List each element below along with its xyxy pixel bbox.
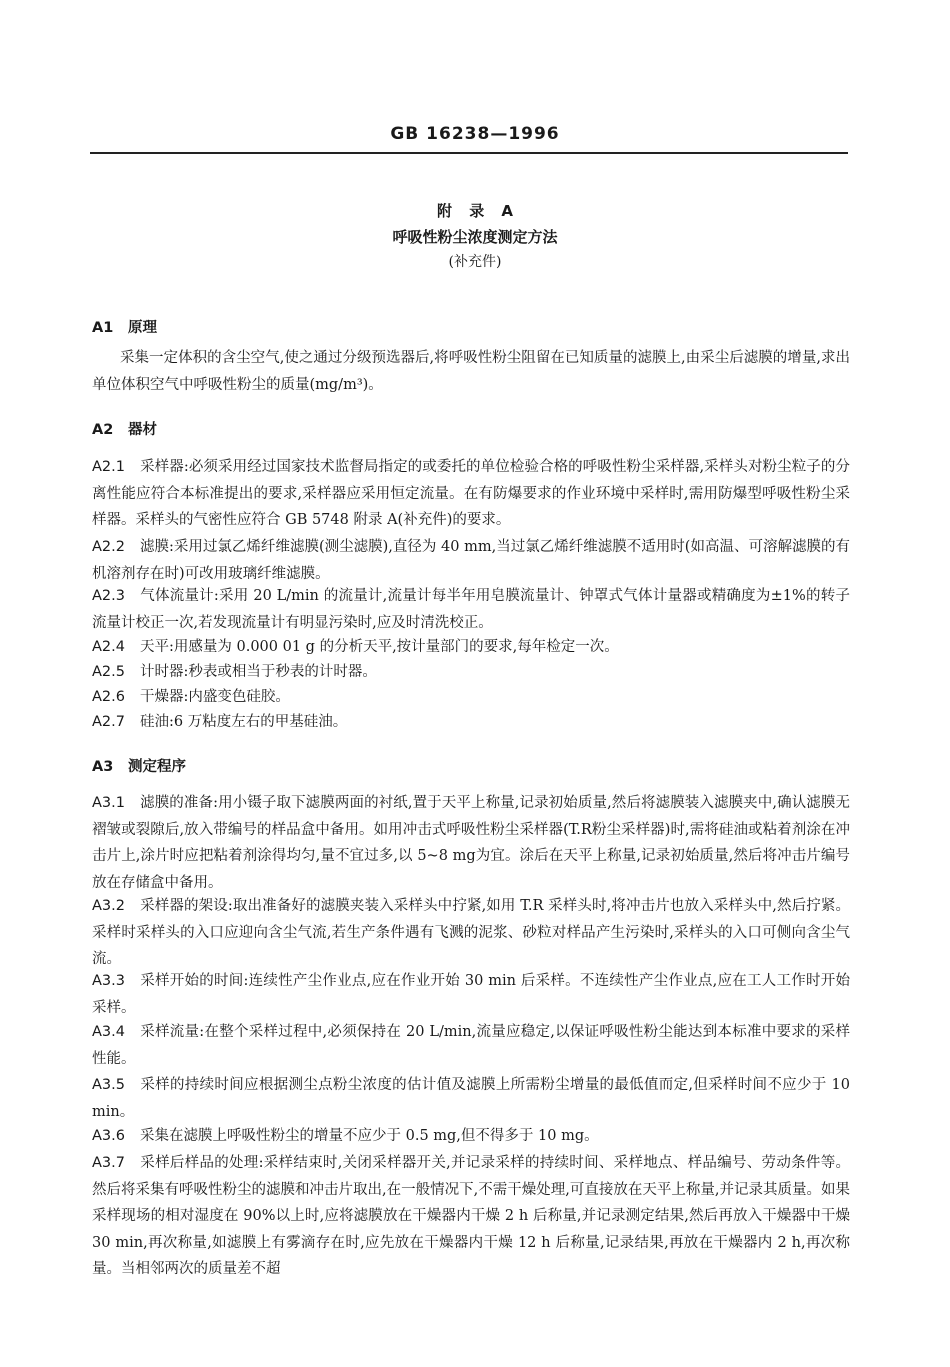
clause-number: A3.2 [92, 898, 125, 914]
clause-text: 采样开始的时间:连续性产尘作业点,应在作业开始 30 min 后采样。不连续性产尘作业点,应在工人工作时开始采样。 [92, 973, 850, 1016]
clause-a2-1 [92, 454, 850, 534]
appendix-subtitle: (补充件) [448, 254, 502, 270]
clause-number: A3.1 [92, 795, 125, 811]
clause-text: 计时器:秒表或相当于秒表的计时器。 [140, 664, 377, 680]
clause-text: 采样流量:在整个采样过程中,必须保持在 20 L/min,流量应稳定,以保证呼吸性粉尘能达到本标准中要求的采样性能。 [92, 1024, 850, 1067]
clause-a2-6 [92, 684, 850, 711]
clause-number: A2.7 [92, 714, 125, 730]
clause-text: 滤膜的准备:用小镊子取下滤膜两面的衬纸,置于天平上称量,记录初始质量,然后将滤膜装入滤膜夹中,确认滤膜无褶皱或裂隙后,放入带编号的样品盒中备用。如用冲击式呼吸性粉尘采样器(T.R粉尘采样器)时,需将硅油或粘着剂涂在冲击片上,涂片时应把粘着剂涂得均匀,量不宜过多,以 5~8 mg为宜。涂后在天平上称量,记录初始质量,然后将冲击片编号放在存储盒中备用。 [92, 795, 850, 891]
clause-text: 采集在滤膜上呼吸性粉尘的增量不应少于 0.5 mg,但不得多于 10 mg。 [140, 1128, 599, 1144]
clause-a3-7 [92, 1150, 850, 1283]
clause-a3-5 [92, 1072, 850, 1125]
clause-a3-4 [92, 1019, 850, 1072]
paragraph-a1: 采集一定体积的含尘空气,使之通过分级预选器后,将呼吸性粉尘阻留在已知质量的滤膜上,由采尘后滤膜的增量,求出单位体积空气中呼吸性粉尘的质量(mg/m³)。 [92, 350, 850, 393]
clause-number: A2.4 [92, 639, 125, 655]
clause-a2-4 [92, 634, 850, 661]
clause-number: A2.5 [92, 664, 125, 680]
clause-text: 硅油:6 万粘度左右的甲基硅油。 [140, 714, 348, 730]
section-heading-a3 [92, 755, 186, 776]
clause-number: A3.7 [92, 1155, 125, 1171]
clause-number: A3.4 [92, 1024, 125, 1040]
section-number: A2 [92, 422, 114, 438]
clause-text: 天平:用感量为 0.000 01 g 的分析天平,按计量部门的要求,每年检定一次。 [140, 639, 619, 655]
section-heading-a1 [92, 316, 157, 337]
clause-a2-7 [92, 709, 850, 736]
clause-number: A2.6 [92, 689, 125, 705]
clause-a2-2 [92, 534, 850, 587]
appendix-label: 附 录 A [436, 202, 514, 220]
clause-a3-1 [92, 790, 850, 896]
section-number: A3 [92, 759, 114, 775]
clause-a3-3 [92, 968, 850, 1021]
clause-text: 采样的持续时间应根据测尘点粉尘浓度的估计值及滤膜上所需粉尘增量的最低值而定,但采样时间不应少于 10 min。 [92, 1077, 850, 1120]
clause-number: A3.3 [92, 973, 125, 989]
header-rule [90, 152, 848, 154]
clause-a3-2 [92, 893, 850, 973]
clause-number: A2.1 [92, 459, 125, 475]
clause-a3-6 [92, 1123, 850, 1150]
clause-number: A3.5 [92, 1077, 125, 1093]
clause-number: A2.3 [92, 588, 125, 604]
standard-number: GB 16238—1996 [390, 124, 560, 144]
clause-number: A3.6 [92, 1128, 125, 1144]
section-title: 测定程序 [128, 759, 186, 775]
clause-number: A2.2 [92, 539, 125, 555]
clause-text: 滤膜:采用过氯乙烯纤维滤膜(测尘滤膜),直径为 40 mm,当过氯乙烯纤维滤膜不适用时(如高温、可溶解滤膜的有机溶剂存在时)可改用玻璃纤维滤膜。 [92, 539, 850, 582]
clause-text: 干燥器:内盛变色硅胶。 [140, 689, 290, 705]
clause-a2-5 [92, 659, 850, 686]
section-title: 器材 [128, 422, 157, 438]
section-title: 原理 [128, 320, 157, 336]
clause-a2-3 [92, 583, 850, 636]
clause-text: 采样器的架设:取出准备好的滤膜夹装入采样头中拧紧,如用 T.R 采样头时,将冲击片也放入采样头中,然后拧紧。采样时采样头的入口应迎向含尘气流,若生产条件遇有飞溅的泥浆、砂粒对样品产生污染时,采样头的入口可侧向含尘气流。 [92, 898, 850, 967]
section-heading-a2 [92, 418, 157, 439]
clause-text: 采样器:必须采用经过国家技术监督局指定的或委托的单位检验合格的呼吸性粉尘采样器,采样头对粉尘粒子的分离性能应符合本标准提出的要求,采样器应采用恒定流量。在有防爆要求的作业环境中采样时,需用防爆型呼吸性粉尘采样器。采样头的气密性应符合 GB 5748 附录 A(补充件)的要求。 [92, 459, 850, 528]
appendix-title: 呼吸性粉尘浓度测定方法 [392, 228, 558, 246]
clause-text: 采样后样品的处理:采样结束时,关闭采样器开关,并记录采样的持续时间、采样地点、样品编号、劳动条件等。然后将采集有呼吸性粉尘的滤膜和冲击片取出,在一般情况下,不需干燥处理,可直接放在天平上称量,并记录其质量。如果采样现场的相对湿度在 90%以上时,应将滤膜放在干燥器内干燥 2 h 后称量,并记录测定结果,然后再放入干燥器中干燥 30 min,再次称量,如滤膜上有雾滴存在时,应先放在干燥器内干燥 12 h 后称量,记录结果,再放在干燥器内 2 h,再次称量。当相邻两次的质量差不超 [92, 1155, 850, 1277]
section-number: A1 [92, 320, 114, 336]
clause-text: 气体流量计:采用 20 L/min 的流量计,流量计每半年用皂膜流量计、钟罩式气体计量器或精确度为±1%的转子流量计校正一次,若发现流量计有明显污染时,应及时清洗校正。 [92, 588, 850, 631]
